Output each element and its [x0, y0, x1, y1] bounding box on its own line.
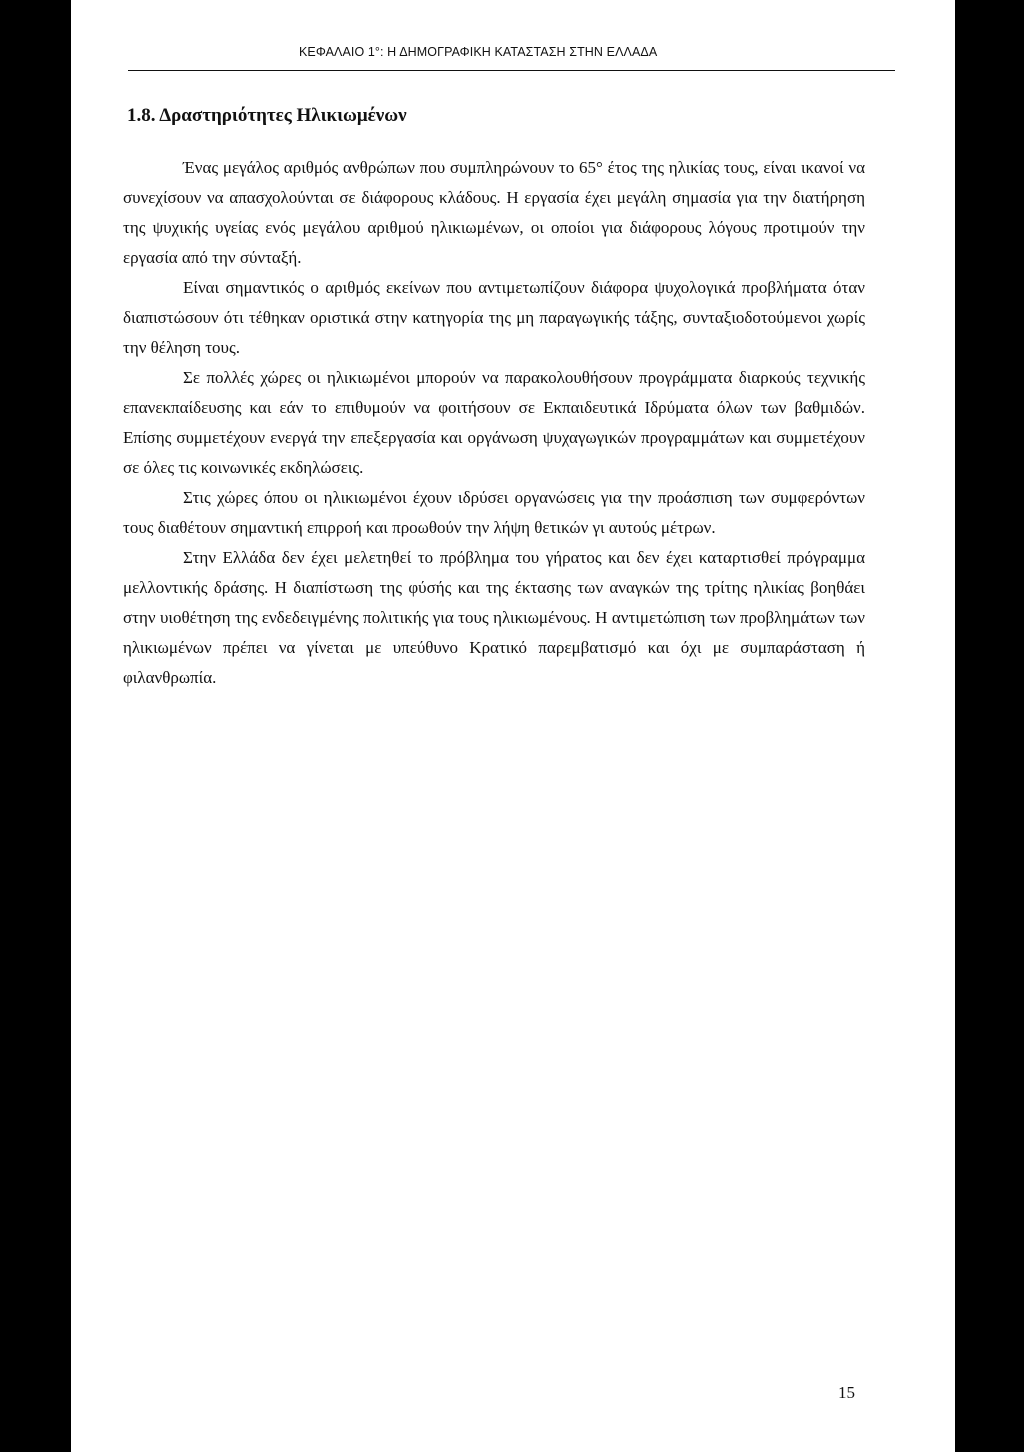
paragraph-2: Είναι σημαντικός ο αριθμός εκείνων που αντιμετωπίζουν διάφορα ψυχολογικά προβλήματα όταν διαπιστώσουν ότι τέθηκαν οριστικά στην κατηγορία της μη παραγωγικής τάξης, συνταξιοδοτούμενοι χωρίς την θέληση τους.: [123, 278, 865, 357]
page-number: 15: [838, 1383, 855, 1402]
document-page: [71, 0, 955, 1452]
paragraph-3: Σε πολλές χώρες οι ηλικιωμένοι μπορούν να παρακολουθήσουν προγράμματα διαρκούς τεχνικής επανεκπαίδευσης και εάν το επιθυμούν να φοιτήσουν σε Εκπαιδευτικά Ιδρύματα όλων των βαθμιδών. Επίσης συμμετέχουν ενεργά την επεξεργασία και οργάνωση ψυχαγωγικών προγραμμάτων και συμμετέχουν σε όλες τις κοινωνικές εκδηλώσεις.: [123, 368, 865, 477]
paragraph-1: Ένας μεγάλος αριθμός ανθρώπων που συμπληρώνουν το 65° έτος της ηλικίας τους, είναι ικανοί να συνεχίσουν να απασχολούνται σε διάφορους κλάδους. Η εργασία έχει μεγάλη σημασία για την διατήρηση της ψυχικής υγείας ενός μεγάλου αριθμού ηλικιωμένων, οι οποίοι για διάφορους λόγους προτιμούν την εργασία από την σύνταξή.: [123, 158, 865, 267]
paragraph-4: Στις χώρες όπου οι ηλικιωμένοι έχουν ιδρύσει οργανώσεις για την προάσπιση των συμφερόντων τους διαθέτουν σημαντική επιρροή και προωθούν την λήψη θετικών γι αυτούς μέτρων.: [123, 488, 865, 537]
paragraph-5: Στην Ελλάδα δεν έχει μελετηθεί το πρόβλημα του γήρατος και δεν έχει καταρτισθεί πρόγραμμα μελλοντικής δράσης. Η διαπίστωση της φύσής και της έκτασης των αναγκών της τρίτης ηλικίας βοηθάει στην υιοθέτηση της ενδεδειγμένης πολιτικής για τους ηλικιωμένους. Η αντιμετώπιση των προβλημάτων των ηλικιωμένων πρέπει να γίνεται με υπεύθυνο Κρατικό παρεμβατισμό και όχι με συμπαράσταση ή φιλανθρωπία.: [123, 548, 865, 687]
body-text: [123, 153, 865, 693]
running-header: ΚΕΦΑΛΑΙΟ 1°: Η ΔΗΜΟΓΡΑΦΙΚΗ ΚΑΤΑΣΤΑΣΗ ΣΤΗΝ ΕΛΛΑΔΑ: [299, 45, 658, 59]
header-divider: [128, 70, 895, 71]
section-title: 1.8. Δραστηριότητες Ηλικιωμένων: [127, 105, 407, 126]
